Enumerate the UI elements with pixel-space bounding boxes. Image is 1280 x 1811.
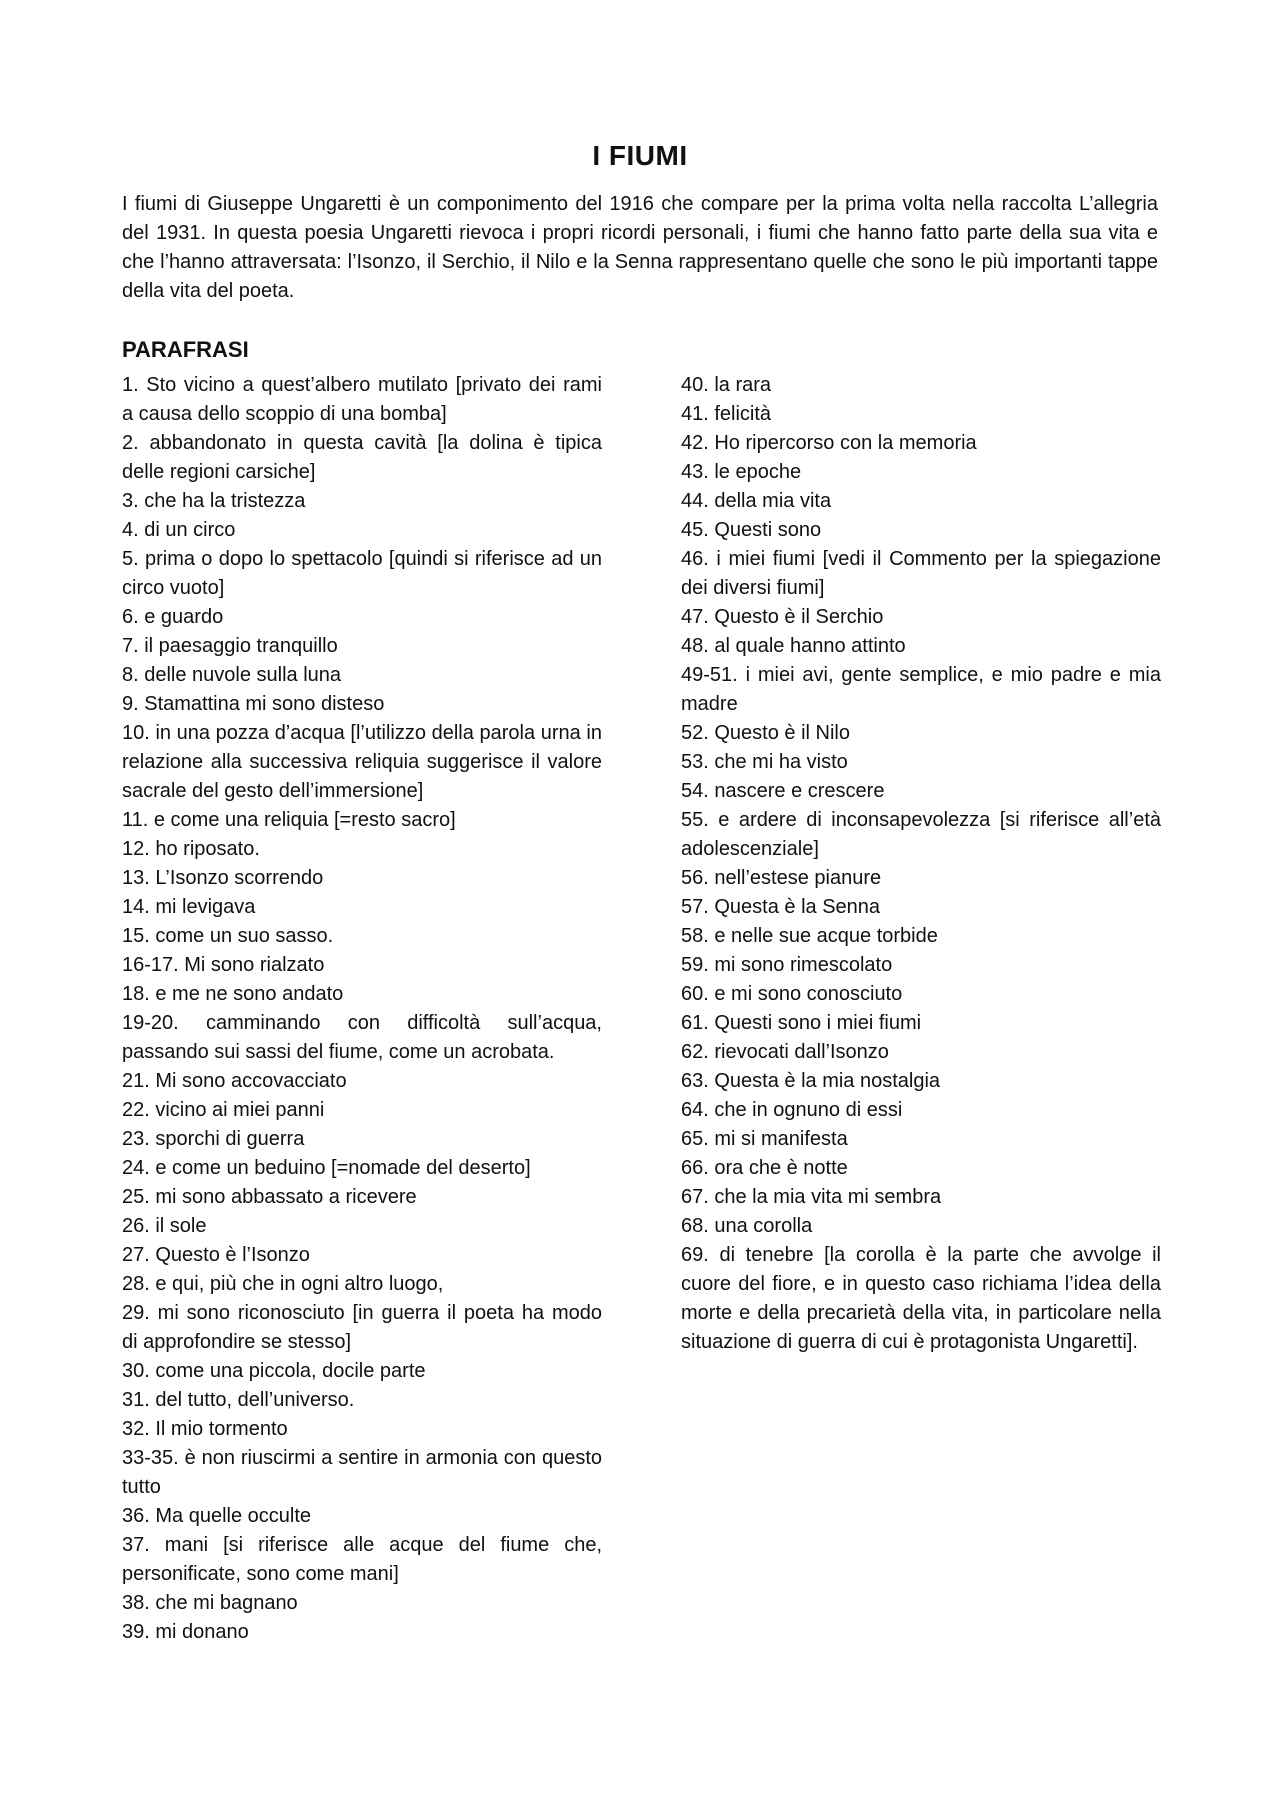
paraphrase-line: 62. rievocati dall’Isonzo bbox=[681, 1041, 889, 1063]
paraphrase-line: 25. mi sono abbassato a ricevere bbox=[122, 1186, 417, 1208]
paraphrase-line: 22. vicino ai miei panni bbox=[122, 1099, 325, 1121]
paraphrase-line: 29. mi sono riconosciuto [in guerra il poeta ha modo di approfondire se stesso] bbox=[122, 1302, 602, 1353]
paraphrase-line: 2. abbandonato in questa cavità [la dolina è tipica delle regioni carsiche] bbox=[122, 432, 602, 483]
paraphrase-line: 61. Questi sono i miei fiumi bbox=[681, 1012, 922, 1034]
paraphrase-line: 41. felicità bbox=[681, 403, 772, 425]
paraphrase-line: 12. ho riposato. bbox=[122, 838, 260, 860]
paraphrase-line: 27. Questo è l’Isonzo bbox=[122, 1244, 310, 1266]
paraphrase-line: 67. che la mia vita mi sembra bbox=[681, 1186, 942, 1208]
paraphrase-line: 24. e come un beduino [=nomade del deserto] bbox=[122, 1157, 531, 1179]
paraphrase-line: 21. Mi sono accovacciato bbox=[122, 1070, 347, 1092]
paraphrase-line: 13. L’Isonzo scorrendo bbox=[122, 867, 324, 889]
paraphrase-line: 26. il sole bbox=[122, 1215, 207, 1237]
paraphrase-line: 68. una corolla bbox=[681, 1215, 813, 1237]
paraphrase-line: 4. di un circo bbox=[122, 519, 236, 541]
paraphrase-line: 57. Questa è la Senna bbox=[681, 896, 881, 918]
paraphrase-line: 53. che mi ha visto bbox=[681, 751, 848, 773]
paraphrase-line: 66. ora che è notte bbox=[681, 1157, 848, 1179]
paraphrase-line: 31. del tutto, dell’universo. bbox=[122, 1389, 355, 1411]
paraphrase-line: 55. e ardere di inconsapevolezza [si riferisce all’età adolescenziale] bbox=[681, 809, 1161, 860]
paraphrase-line: 16-17. Mi sono rialzato bbox=[122, 954, 325, 976]
paraphrase-line: 15. come un suo sasso. bbox=[122, 925, 334, 947]
paraphrase-line: 11. e come una reliquia [=resto sacro] bbox=[122, 809, 456, 831]
paraphrase-line: 52. Questo è il Nilo bbox=[681, 722, 850, 744]
paraphrase-line: 36. Ma quelle occulte bbox=[122, 1505, 312, 1527]
paraphrase-line: 48. al quale hanno attinto bbox=[681, 635, 906, 657]
paraphrase-line: 30. come una piccola, docile parte bbox=[122, 1360, 426, 1382]
paraphrase-line: 37. mani [si riferisce alle acque del fiume che, personificate, sono come mani] bbox=[122, 1534, 602, 1585]
paraphrase-line: 54. nascere e crescere bbox=[681, 780, 885, 802]
paraphrase-line: 7. il paesaggio tranquillo bbox=[122, 635, 338, 657]
paraphrase-line: 18. e me ne sono andato bbox=[122, 983, 344, 1005]
paraphrase-line: 38. che mi bagnano bbox=[122, 1592, 298, 1614]
paraphrase-line: 45. Questi sono bbox=[681, 519, 822, 541]
paraphrase-line: 49-51. i miei avi, gente semplice, e mio padre e mia madre bbox=[681, 664, 1161, 715]
paraphrase-line: 59. mi sono rimescolato bbox=[681, 954, 893, 976]
paraphrase-line: 1. Sto vicino a quest’albero mutilato [privato dei rami a causa dello scoppio di una bomba] bbox=[122, 374, 602, 425]
paraphrase-line: 69. di tenebre [la corolla è la parte che avvolge il cuore del fiore, e in questo caso richiama l’idea della morte e della precarietà della vita, in particolare nella situazione di guerra di cui è protagonista Ungaretti]. bbox=[681, 1244, 1161, 1353]
paraphrase-line: 47. Questo è il Serchio bbox=[681, 606, 884, 628]
paraphrase-right-column bbox=[681, 371, 1161, 1357]
paraphrase-line: 39. mi donano bbox=[122, 1621, 249, 1643]
paraphrase-line: 63. Questa è la mia nostalgia bbox=[681, 1070, 941, 1092]
paraphrase-line: 10. in una pozza d’acqua [l’utilizzo della parola urna in relazione alla successiva reliquia suggerisce il valore sacrale del gesto dell’immersione] bbox=[122, 722, 602, 802]
paraphrase-line: 8. delle nuvole sulla luna bbox=[122, 664, 342, 686]
paraphrase-line: 43. le epoche bbox=[681, 461, 802, 483]
paraphrase-line: 28. e qui, più che in ogni altro luogo, bbox=[122, 1273, 444, 1295]
paraphrase-line: 33-35. è non riuscirmi a sentire in armonia con questo tutto bbox=[122, 1447, 602, 1498]
page-title: I FIUMI bbox=[592, 140, 688, 171]
paraphrase-line: 14. mi levigava bbox=[122, 896, 256, 918]
paraphrase-line: 56. nell’estese pianure bbox=[681, 867, 882, 889]
paraphrase-line: 19-20. camminando con difficoltà sull’acqua, passando sui sassi del fiume, come un acrobata. bbox=[122, 1012, 602, 1063]
paraphrase-line: 42. Ho ripercorso con la memoria bbox=[681, 432, 977, 454]
intro-paragraph: I fiumi di Giuseppe Ungaretti è un componimento del 1916 che compare per la prima volta nella raccolta L’allegria del 1931. In questa poesia Ungaretti rievoca i propri ricordi personali, i fiumi che hanno fatto parte della sua vita e che l’hanno attraversata: l’Isonzo, il Serchio, il Nilo e la Senna rappresentano quelle che sono le più importanti tappe della vita del poeta. bbox=[122, 193, 1158, 302]
paraphrase-line: 3. che ha la tristezza bbox=[122, 490, 306, 512]
paraphrase-left-column bbox=[122, 371, 602, 1647]
section-heading: PARAFRASI bbox=[122, 337, 249, 362]
paraphrase-line: 65. mi si manifesta bbox=[681, 1128, 848, 1150]
paraphrase-line: 23. sporchi di guerra bbox=[122, 1128, 305, 1150]
paraphrase-line: 5. prima o dopo lo spettacolo [quindi si riferisce ad un circo vuoto] bbox=[122, 548, 602, 599]
paraphrase-line: 58. e nelle sue acque torbide bbox=[681, 925, 938, 947]
paraphrase-line: 64. che in ognuno di essi bbox=[681, 1099, 903, 1121]
paraphrase-line: 60. e mi sono conosciuto bbox=[681, 983, 903, 1005]
paraphrase-line: 46. i miei fiumi [vedi il Commento per la spiegazione dei diversi fiumi] bbox=[681, 548, 1161, 599]
paraphrase-line: 9. Stamattina mi sono disteso bbox=[122, 693, 385, 715]
paraphrase-line: 40. la rara bbox=[681, 374, 772, 396]
paraphrase-line: 44. della mia vita bbox=[681, 490, 832, 512]
paraphrase-line: 6. e guardo bbox=[122, 606, 224, 628]
paraphrase-line: 32. Il mio tormento bbox=[122, 1418, 288, 1440]
